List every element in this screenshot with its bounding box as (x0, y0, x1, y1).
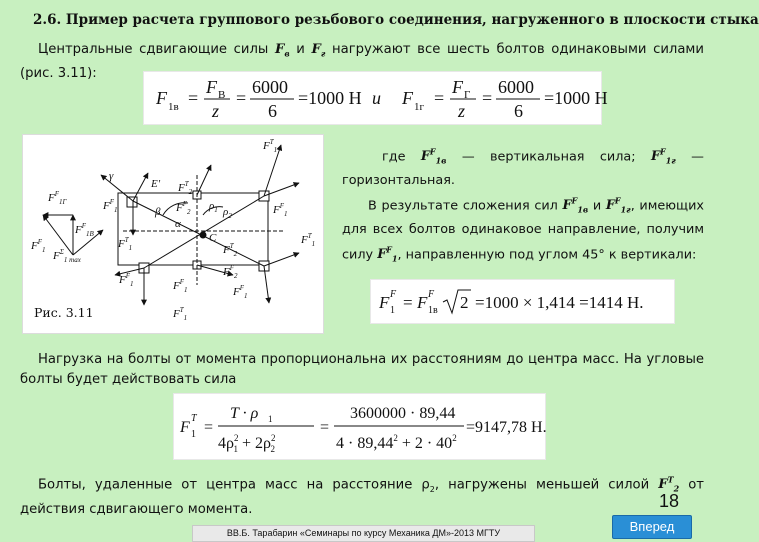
label-f2f-top: $F^F_2$ (176, 200, 191, 216)
svg-text:6: 6 (268, 101, 277, 121)
svg-text:6000: 6000 (252, 77, 288, 97)
svg-text:2: 2 (460, 293, 469, 312)
label-f1f-top: $F^F_1$ (103, 198, 118, 214)
bolt-group-figure (22, 134, 324, 334)
label-fsum: $F^\Sigma_{1 max}$ (53, 248, 81, 264)
footer-credit: ВВ.Б. Тарабарин «Семинары по курсу Механика ДМ»-2013 МГТУ (192, 525, 535, 542)
bolt-group-diagram (23, 135, 323, 333)
slide-title: 2.6. Пример расчета группового резьбового соединения, нагруженного в плоскости стыка (33, 12, 759, 28)
svg-text:F: F (428, 289, 435, 300)
label-f1f-bottom-left: $F^F_1$ (119, 272, 134, 288)
page-number: 18 (658, 491, 680, 511)
svg-text:=: = (434, 88, 445, 108)
formula-central-forces (143, 71, 608, 125)
svg-text:z: z (212, 101, 220, 121)
label-f1t-left: $F^T_1$ (118, 236, 133, 252)
svg-text:3600000 · 89,44: 3600000 · 89,44 (350, 405, 456, 422)
svg-text:1: 1 (390, 305, 395, 316)
label-f1f-left: $F^F_1$ (31, 238, 46, 254)
formula-resultant-force (370, 279, 675, 324)
label-f2f-bottom: $F^F_2$ (223, 264, 238, 280)
label-alpha: α (175, 218, 181, 230)
svg-text:F: F (156, 88, 167, 108)
svg-text:=1000 Н: =1000 Н (298, 88, 362, 108)
svg-text:=1000 × 1,414 =1414 Н.: =1000 × 1,414 =1414 Н. (475, 293, 644, 312)
svg-text:1: 1 (191, 429, 196, 440)
svg-text:=1000 Н: =1000 Н (544, 88, 608, 108)
formula-moment-force (173, 393, 546, 460)
label-c: C (209, 232, 217, 244)
svg-text:=: = (403, 293, 413, 312)
label-f1t-top-right: $F^T_1$ (263, 138, 278, 154)
svg-text:4ρ21 + 2ρ22: $4\rho^2$ $1 + 2\rho^2$ 2 (218, 433, 276, 454)
moment-paragraph: Нагрузка на болты от момента пропорциональна их расстояниям до центра масс. На угловые болты будет действовать сила (20, 352, 704, 387)
svg-text:F: F (180, 419, 190, 436)
svg-text:F: F (379, 293, 390, 312)
svg-text:6000: 6000 (498, 77, 534, 97)
svg-text:=: = (320, 419, 330, 436)
label-f1g: $F^F_{1Г}$ (48, 190, 67, 206)
label-beta: β (155, 206, 161, 218)
svg-text:1: 1 (268, 414, 273, 424)
svg-text:z: z (458, 101, 466, 121)
label-rho2: $\rho_2$ (223, 206, 232, 220)
svg-text:4 · 89,442 + 2 · 402: $4 \cdot 89,44^2 + 2 \cdot 40^2$ (336, 433, 457, 452)
svg-text:=9147,78 Н.: =9147,78 Н. (466, 419, 547, 436)
svg-text:F: F (452, 77, 463, 97)
svg-text:1в: 1в (168, 101, 179, 113)
svg-text:=: = (236, 88, 247, 108)
intro-paragraph: Центральные сдвигающие силы $F_в$ и $F_г$ нагружают все шесть болтов одинаковыми силами (рис. 3.11): (20, 42, 704, 81)
svg-text:6: 6 (514, 101, 523, 121)
svg-text:Г: Г (464, 89, 471, 101)
label-e: E' (151, 178, 161, 190)
svg-text:T: T (191, 413, 197, 424)
label-f1f-bottom-right: $F^F_1$ (233, 284, 248, 300)
svg-text:=: = (482, 88, 493, 108)
figure-caption: Рис. 3.11 (34, 305, 94, 320)
svg-text:В: В (218, 89, 226, 101)
label-rho1: $\rho_1$ (209, 200, 218, 214)
svg-text:F: F (390, 289, 397, 300)
svg-text:=: = (204, 419, 214, 436)
svg-text:и: и (372, 88, 381, 108)
svg-text:F: F (206, 77, 217, 97)
label-f2t-bottom: $F^T_2$ (223, 242, 238, 258)
svg-text:=: = (188, 88, 199, 108)
svg-text:1г: 1г (414, 101, 425, 113)
next-button[interactable]: Вперед (612, 515, 692, 539)
label-f1f-bottom: $F^F_1$ (173, 278, 188, 294)
svg-text:1в: 1в (428, 305, 438, 316)
label-f1t-right: $F^T_1$ (301, 232, 316, 248)
where-paragraph: где $F^F_{1в}$ — вертикальная сила; $F^F_{1г}$ — горизонтальная. В результате сложения сил $F^F_{1в}$ и $F^F_{1г}$, имеющих для всех болтов одинаковое направление, получим силу $F^F_1$, направленную под углом 45° к вертикали: (342, 147, 704, 264)
label-f1f-right: $F^F_1$ (273, 202, 288, 218)
label-f1t-bottom: $F^T_1$ (173, 306, 188, 322)
svg-text:T · ρ: T · ρ (230, 405, 259, 422)
svg-text:F: F (417, 293, 428, 312)
label-f1v: $F^F_{1В}$ (75, 222, 94, 238)
smaller-force-paragraph: Болты, удаленные от центра масс на расстояние $\rho_2$, нагружены меньшей силой $F^T_2$ от действия сдвигающего момента. (20, 475, 704, 518)
svg-text:F: F (402, 88, 413, 108)
label-gamma: γ (109, 170, 114, 182)
label-f2t-top: $F^T_2$ (178, 180, 193, 196)
